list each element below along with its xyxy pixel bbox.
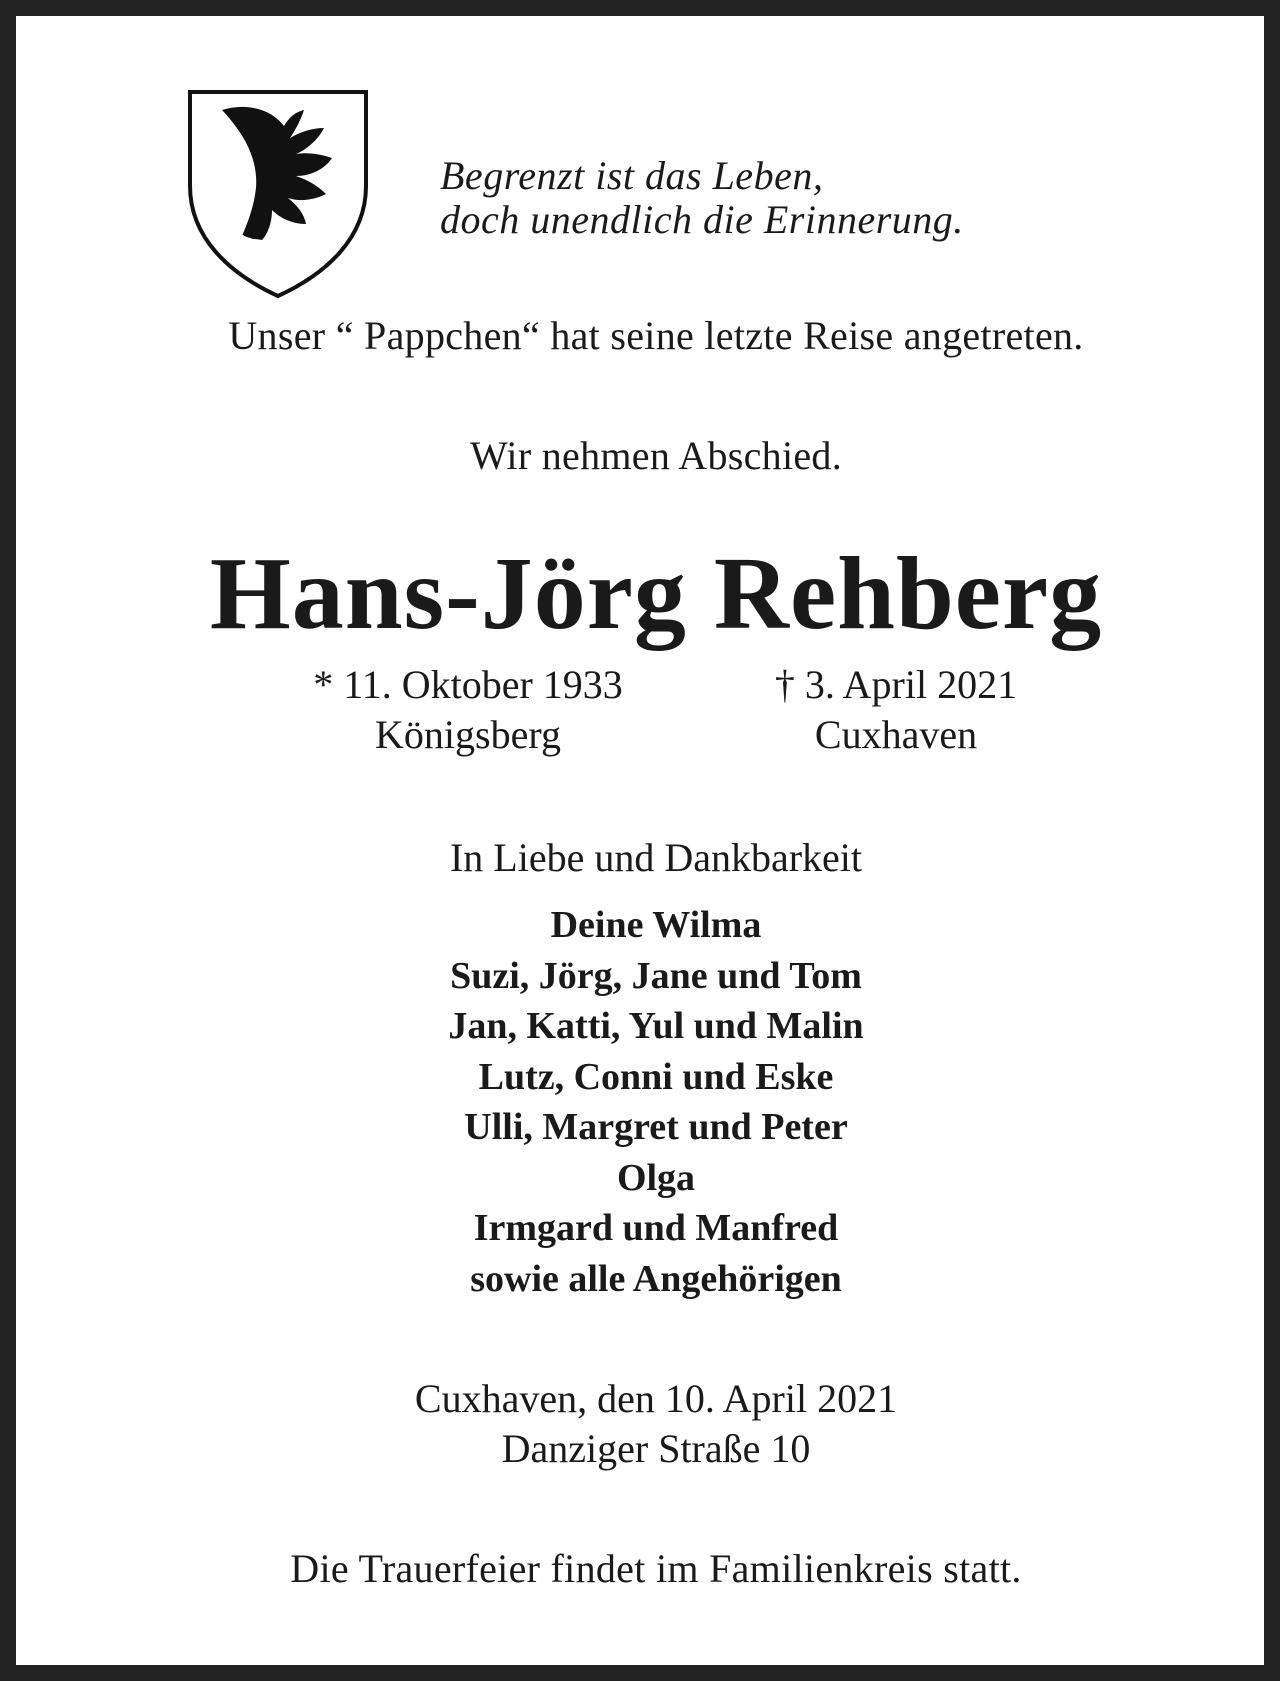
motto [440,154,964,242]
place-date: Cuxhaven, den 10. April 2021 [414,1376,898,1421]
mourner-line: Irmgard und Manfred [473,1207,839,1249]
mourner-line: Suzi, Jörg, Jane und Tom [450,954,862,997]
mourners-list [16,900,1280,1304]
death-info [696,660,1096,760]
motto-line-2: doch unendlich die Erinnerung. [440,197,964,242]
address: Danziger Straße 10 [501,1426,811,1471]
mourner-line: sowie alle Angehörigen [470,1257,842,1300]
death-place: Cuxhaven [814,712,978,757]
love-line: In Liebe und Dankbarkeit [449,835,863,880]
deceased-name: Hans-Jörg Rehberg [209,536,1103,651]
mourner-line: Jan, Katti, Yul und Malin [448,1005,864,1047]
funeral-notice: Die Trauerfeier findet im Familienkreis statt. [290,1546,1022,1591]
motto-line-1: Begrenzt ist das Leben, [440,153,824,198]
birth-date: * 11. Oktober 1933 [313,662,623,707]
mourner-line: Ulli, Margret und Peter [464,1106,848,1148]
mourner-line: Deine Wilma [550,904,762,946]
birth-info [248,660,688,760]
mourner-line: Olga [616,1156,696,1199]
antler-crest-icon [186,88,370,300]
mourner-line: Lutz, Conni und Eske [478,1055,834,1098]
birth-place: Königsberg [375,712,561,757]
farewell-text: Wir nehmen Abschied. [469,433,843,478]
place-and-address [16,1374,1280,1474]
intro-text: Unser “ Pappchen“ hat seine letzte Reise angetreten. [228,313,1084,358]
death-date: † 3. April 2021 [774,662,1018,707]
